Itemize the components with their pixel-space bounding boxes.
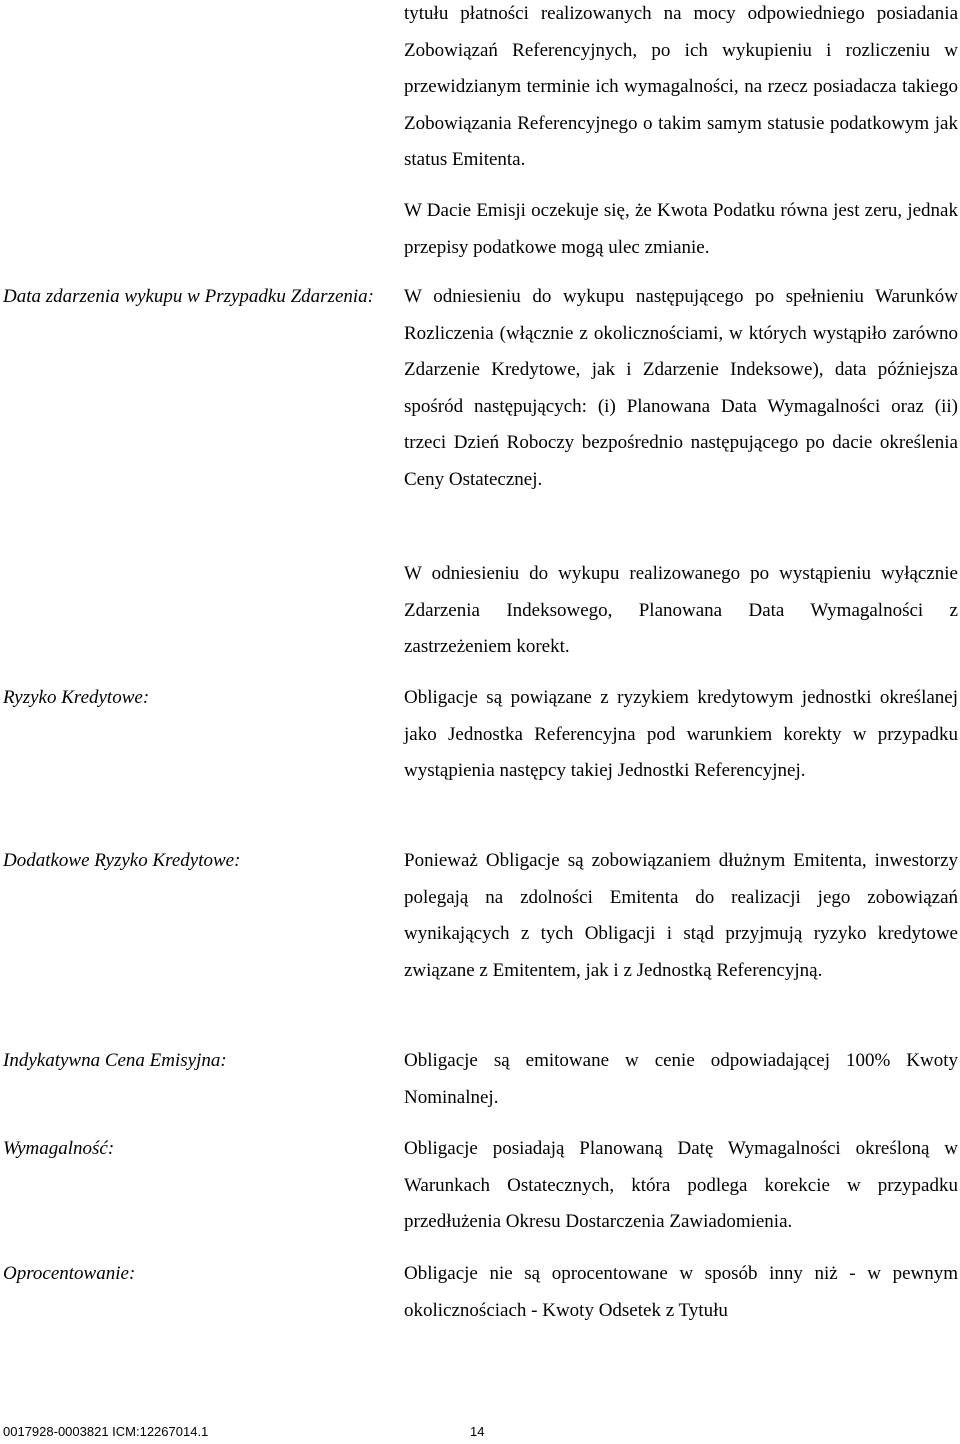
intro-paragraph-tax: W Dacie Emisji oczekuje się, że Kwota Podatku równa jest zeru, jednak przepisy podatkowe mogą ulec zmianie. (404, 200, 958, 258)
term-label-credit-risk: Ryzyko Kredytowe: (3, 687, 150, 708)
term-value-redemption-date-2: W odniesieniu do wykupu realizowanego po wystąpieniu wyłącznie Zdarzenia Indeksowego, Planowana Data Wymagalności z zastrzeżeniem korekt. (404, 563, 958, 657)
term-value-maturity: Obligacje posiadają Planowaną Datę Wymagalności określoną w Warunkach Ostatecznych, która podlega korekcie w przypadku przedłużenia Okresu Dostarczenia Zawiadomienia. (404, 1138, 958, 1232)
term-value-additional-credit-risk: Ponieważ Obligacje są zobowiązaniem dłużnym Emitenta, inwestorzy polegają na zdolności Emitenta do realizacji jego zobowiązań wynikających z tych Obligacji i stąd przyjmują ryzyko kredytowe związane z Emitentem, jak i z Jednostką Referencyjną. (404, 850, 958, 981)
term-value-redemption-date-1: W odniesieniu do wykupu następującego po spełnieniu Warunków Rozliczenia (włącznie z okolicznościami, w których wystąpiło zarówno Zdarzenie Kredytowe, jak i Zdarzenie Indeksowe), data późniejsza spośród następujących: (i) Planowana Data Wymagalności oraz (ii) trzeci Dzień Roboczy bezpośrednio następującego po dacie określenia Ceny Ostatecznej. (404, 286, 958, 490)
intro-paragraph-continuation: tytułu płatności realizowanych na mocy odpowiedniego posiadania Zobowiązań Referencyjnych, po ich wykupieniu i rozliczeniu w przewidzianym terminie ich wymagalności, na rzecz posiadacza takiego Zobowiązania Referencyjnego o takim samym statusie podatkowym jak status Emitenta. (404, 3, 958, 170)
term-label-redemption-date: Data zdarzenia wykupu w Przypadku Zdarzenia: (3, 286, 375, 307)
term-label-issue-price: Indykatywna Cena Emisyjna: (3, 1050, 227, 1071)
term-value-issue-price: Obligacje są emitowane w cenie odpowiadającej 100% Kwoty Nominalnej. (404, 1050, 958, 1108)
term-value-interest: Obligacje nie są oprocentowane w sposób inny niż - w pewnym okolicznościach - Kwoty Odsetek z Tytułu (404, 1263, 958, 1321)
term-label-interest: Oprocentowanie: (3, 1263, 136, 1284)
footer-page-number: 14 (470, 1424, 485, 1439)
term-label-maturity: Wymagalność: (3, 1138, 115, 1159)
footer-document-id: 0017928-0003821 ICM:12267014.1 (3, 1424, 209, 1439)
term-label-additional-credit-risk: Dodatkowe Ryzyko Kredytowe: (3, 850, 241, 871)
term-value-credit-risk: Obligacje są powiązane z ryzykiem kredytowym jednostki określanej jako Jednostka Referencyjna pod warunkiem korekty w przypadku wystąpienia następcy takiej Jednostki Referencyjnej. (404, 687, 958, 781)
